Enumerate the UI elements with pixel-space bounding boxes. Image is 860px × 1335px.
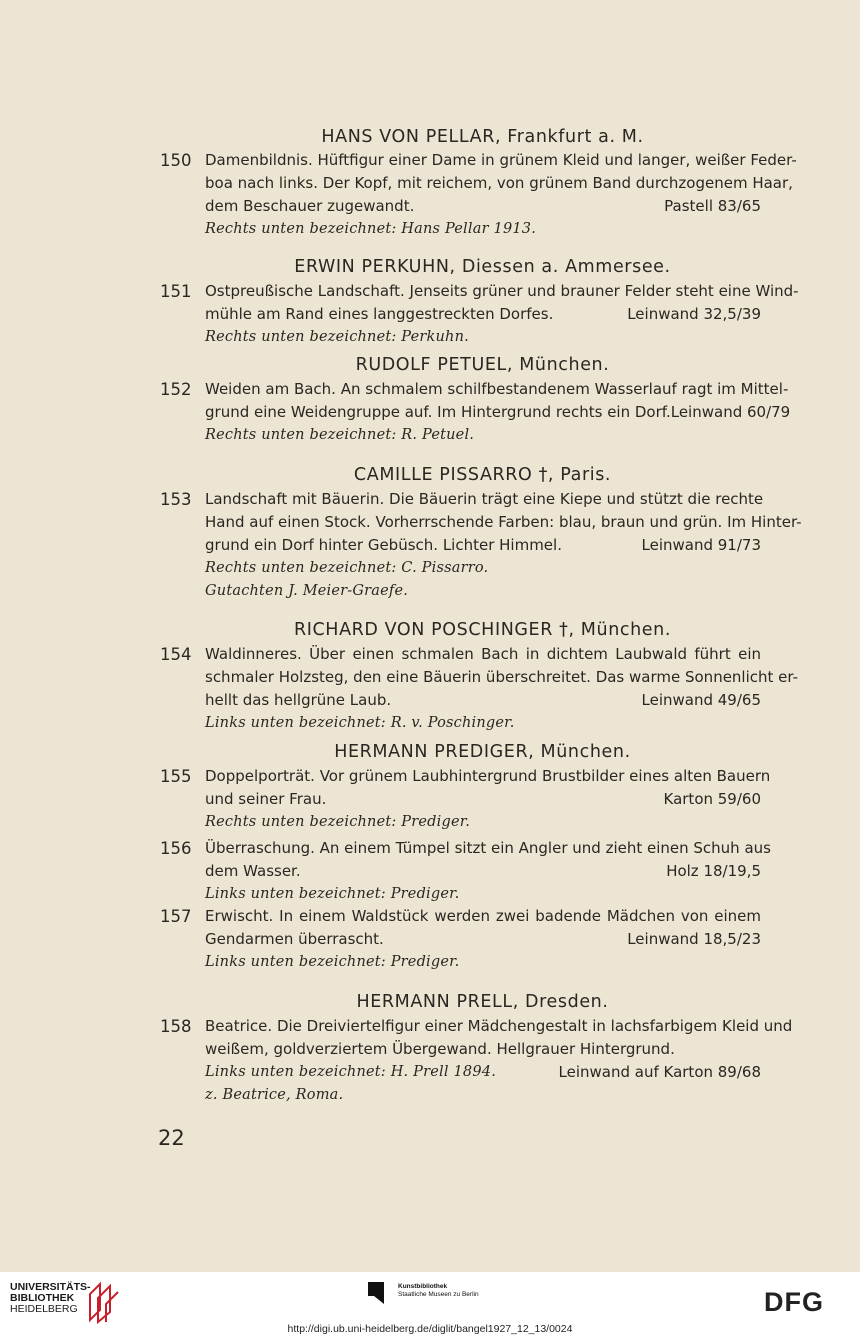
- medium-dimensions: Leinwand auf Karton 89/68: [558, 1063, 761, 1081]
- description-line: Beatrice. Die Dreiviertelfigur einer Mädchengestalt in lachsfarbigem Kleid und: [205, 1017, 793, 1035]
- entry-description: [205, 1015, 793, 1107]
- dfg-logo: DFG: [764, 1287, 824, 1317]
- entry-number: 155: [160, 767, 192, 786]
- kunstbibliothek-name: [398, 1283, 479, 1299]
- artist-heading: HERMANN PRELL, Dresden.: [356, 992, 609, 1012]
- artist-heading: CAMILLE PISSARRO †, Paris.: [353, 465, 612, 485]
- description-line: boa nach links. Der Kopf, mit reichem, von grünem Band durchzogenem Haar,: [205, 174, 793, 192]
- entry-description: [205, 643, 799, 735]
- description-line: Landschaft mit Bäuerin. Die Bäuerin trägt eine Kiepe und stützt die rechte: [205, 490, 764, 508]
- entry-number: 150: [160, 151, 192, 170]
- entry-description: [205, 765, 771, 834]
- library-line-3: HEIDELBERG: [10, 1303, 78, 1315]
- description-text: hellt das hellgrüne Laub.: [205, 691, 392, 709]
- artist-heading: ERWIN PERKUHN, Diessen a. Ammersee.: [294, 257, 671, 277]
- entry-description: [205, 378, 791, 447]
- description-text: grund eine Weidengruppe auf. Im Hintergrund rechts ein Dorf.: [205, 403, 671, 421]
- description-line-with-medium: [205, 195, 761, 218]
- description-line: Ostpreußische Landschaft. Jenseits grüner und brauner Felder steht eine Wind-: [205, 282, 799, 300]
- description-line: Hand auf einen Stock. Vorherrschende Farben: blau, braun und grün. Im Hinter-: [205, 513, 802, 531]
- medium-dimensions: Leinwand 32,5/39: [627, 305, 761, 323]
- entry-number: 151: [160, 282, 192, 301]
- signature-note: Links unten bezeichnet: R. v. Poschinger.: [205, 715, 515, 731]
- signature-note: Rechts unten bezeichnet: C. Pissarro.: [205, 560, 489, 576]
- signature-note: Rechts unten bezeichnet: Perkuhn.: [205, 329, 469, 345]
- kb-line-2: Staatliche Museen zu Berlin: [398, 1291, 479, 1298]
- description-text: Gendarmen überrascht.: [205, 930, 384, 948]
- signature-note: Links unten bezeichnet: H. Prell 1894.: [205, 1064, 497, 1080]
- description-line: Weiden am Bach. An schmalem schilfbestandenem Wasserlauf ragt im Mittel-: [205, 380, 789, 398]
- entry-description: [205, 837, 771, 906]
- description-line-with-medium: [205, 1061, 761, 1084]
- description-line: weißem, goldverziertem Übergewand. Hellgrauer Hintergrund.: [205, 1040, 675, 1058]
- entry-number: 157: [160, 907, 192, 926]
- description-line: Waldinneres. Über einen schmalen Bach in dichtem Laubwald führt ein: [205, 645, 761, 663]
- medium-dimensions: Pastell 83/65: [664, 197, 761, 215]
- kunstbibliothek-logo-icon: [368, 1282, 392, 1306]
- description-line-with-medium: [205, 928, 761, 951]
- description-line: Doppelporträt. Vor grünem Laubhintergrund Brustbilder eines alten Bauern: [205, 767, 771, 785]
- signature-note: Links unten bezeichnet: Prediger.: [205, 886, 460, 902]
- medium-dimensions: Leinwand 18,5/23: [627, 930, 761, 948]
- entry-description: [205, 488, 802, 603]
- signature-note: Rechts unten bezeichnet: Prediger.: [205, 814, 471, 830]
- medium-dimensions: Leinwand 49/65: [641, 691, 761, 709]
- entry-number: 154: [160, 645, 192, 664]
- university-logo-icon: [86, 1280, 122, 1324]
- medium-dimensions: Leinwand 91/73: [641, 536, 761, 554]
- entry-number: 158: [160, 1017, 192, 1036]
- description-line: schmaler Holzsteg, den eine Bäuerin überschreitet. Das warme Sonnenlicht er-: [205, 668, 799, 686]
- signature-note: z. Beatrice, Roma.: [205, 1087, 344, 1103]
- entry-description: [205, 149, 797, 241]
- description-text: und seiner Frau.: [205, 790, 327, 808]
- description-line-with-medium: [205, 303, 761, 326]
- description-text: dem Wasser.: [205, 862, 301, 880]
- description-line: Erwischt. In einem Waldstück werden zwei badende Mädchen von einem: [205, 907, 761, 925]
- signature-note: Gutachten J. Meier-Graefe.: [205, 583, 409, 599]
- description-text: dem Beschauer zugewandt.: [205, 197, 415, 215]
- library-line-1: UNIVERSITÄTS-: [10, 1281, 91, 1293]
- description-text: mühle am Rand eines langgestreckten Dorfes.: [205, 305, 554, 323]
- entry-description: [205, 280, 799, 349]
- university-library-name: [10, 1282, 91, 1315]
- signature-note: Rechts unten bezeichnet: R. Petuel.: [205, 427, 475, 443]
- description-line-with-medium: [205, 788, 761, 811]
- description-text: grund ein Dorf hinter Gebüsch. Lichter Himmel.: [205, 536, 562, 554]
- description-line-with-medium: [205, 401, 791, 424]
- kb-line-1: Kunstbibliothek: [398, 1283, 448, 1290]
- artist-heading: RICHARD VON POSCHINGER †, München.: [293, 620, 672, 640]
- description-line-with-medium: [205, 534, 761, 557]
- description-line-with-medium: [205, 860, 761, 883]
- entry-number: 156: [160, 839, 192, 858]
- artist-heading: HERMANN PREDIGER, München.: [334, 742, 631, 762]
- signature-note: Links unten bezeichnet: Prediger.: [205, 954, 460, 970]
- description-line: Damenbildnis. Hüftfigur einer Dame in grünem Kleid und langer, weißer Feder-: [205, 151, 797, 169]
- entry-number: 153: [160, 490, 192, 509]
- page-number: 22: [158, 1126, 185, 1150]
- medium-dimensions: Leinwand 60/79: [670, 403, 791, 421]
- entry-description: [205, 905, 761, 974]
- artist-heading: RUDOLF PETUEL, München.: [355, 355, 610, 375]
- entry-number: 152: [160, 380, 192, 399]
- description-line: Überraschung. An einem Tümpel sitzt ein Angler und zieht einen Schuh aus: [205, 839, 771, 857]
- medium-dimensions: Karton 59/60: [663, 790, 761, 808]
- artist-heading: HANS VON PELLAR, Frankfurt a. M.: [321, 127, 644, 147]
- signature-note: Rechts unten bezeichnet: Hans Pellar 1913.: [205, 221, 537, 237]
- library-line-2: BIBLIOTHEK: [10, 1292, 75, 1304]
- description-line-with-medium: [205, 689, 761, 712]
- source-url[interactable]: http://digi.ub.uni-heidelberg.de/diglit/bangel1927_12_13/0024: [287, 1323, 573, 1335]
- medium-dimensions: Holz 18/19,5: [666, 862, 761, 880]
- footer-bar: [0, 1272, 860, 1335]
